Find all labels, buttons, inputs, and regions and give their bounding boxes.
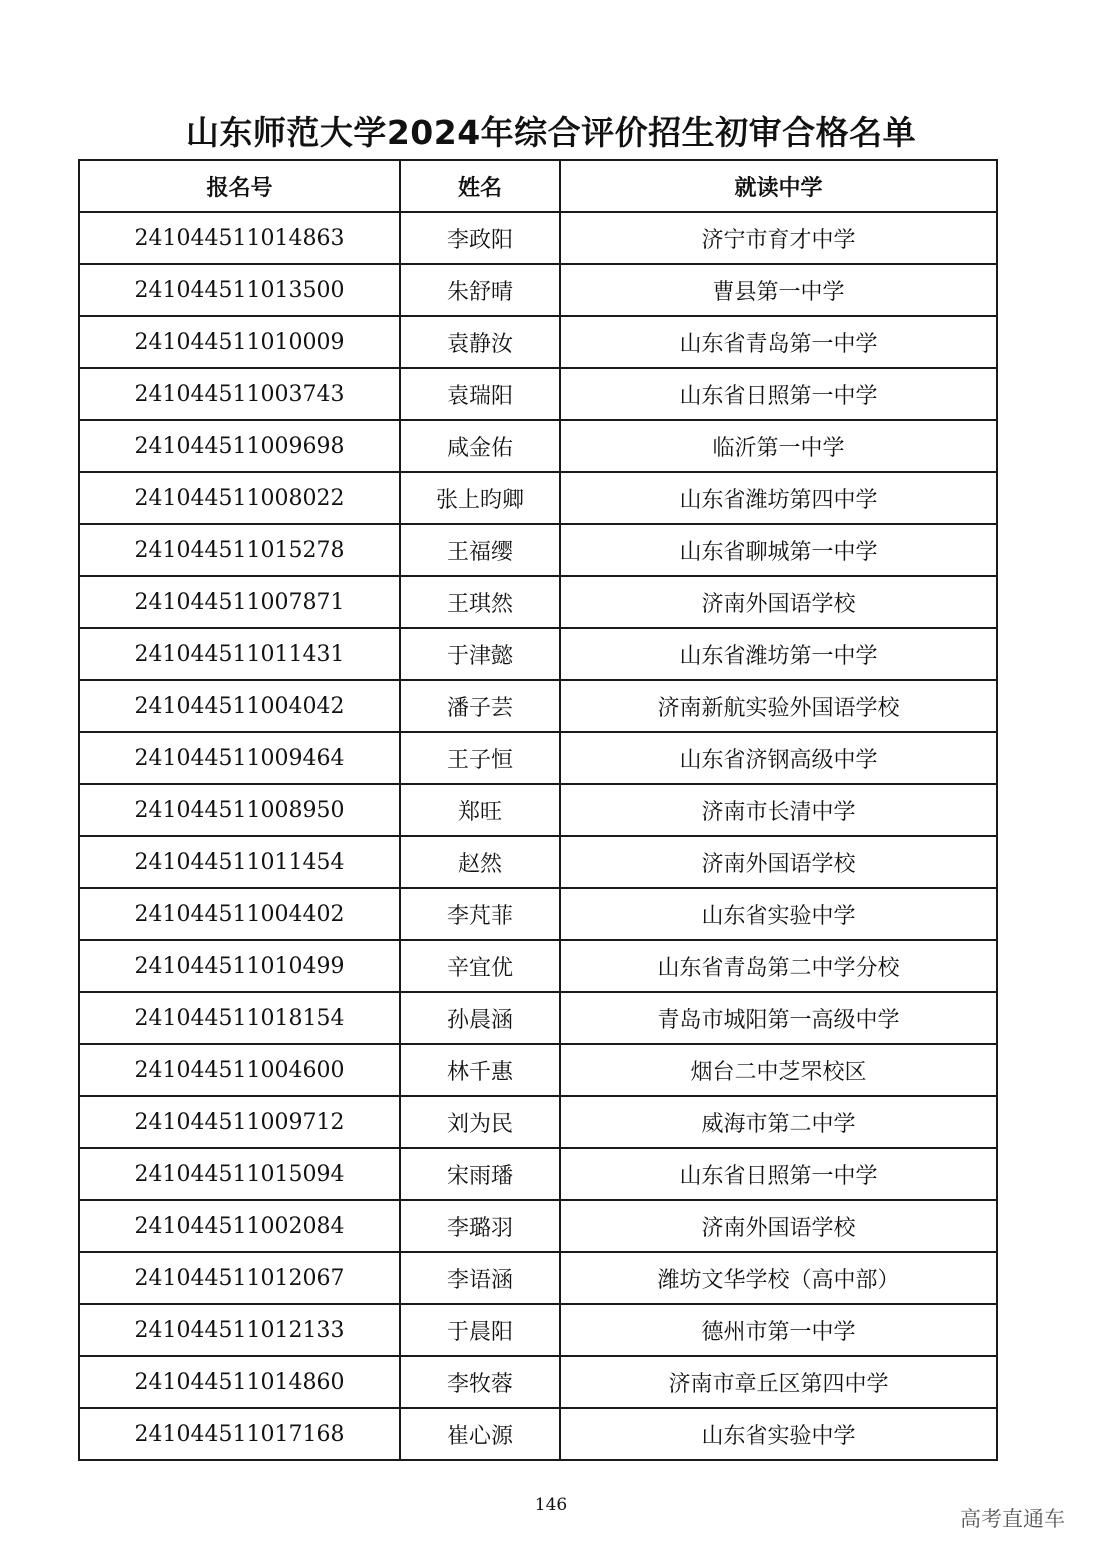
table-row <box>79 1044 997 1096</box>
registration-number-cell: 241044511011431 <box>79 628 400 680</box>
table-row <box>79 1252 997 1304</box>
school-cell: 山东省日照第一中学 <box>560 368 997 420</box>
student-name-cell: 李政阳 <box>400 212 560 264</box>
watermark-text: 高考直通车 <box>960 1507 1065 1531</box>
registration-number-cell: 241044511004042 <box>79 680 400 732</box>
student-name-cell: 王子恒 <box>400 732 560 784</box>
table-body <box>79 212 997 1460</box>
registration-number-cell: 241044511008022 <box>79 472 400 524</box>
student-name-cell: 宋雨璠 <box>400 1148 560 1200</box>
table-row <box>79 992 997 1044</box>
registration-number-cell: 241044511009712 <box>79 1096 400 1148</box>
registration-number-cell: 241044511012067 <box>79 1252 400 1304</box>
student-name-cell: 潘子芸 <box>400 680 560 732</box>
school-cell: 山东省实验中学 <box>560 888 997 940</box>
registration-number-cell: 241044511004402 <box>79 888 400 940</box>
student-name-cell: 王琪然 <box>400 576 560 628</box>
registration-number-cell: 241044511015278 <box>79 524 400 576</box>
registration-number-cell: 241044511009464 <box>79 732 400 784</box>
student-name-cell: 王福缨 <box>400 524 560 576</box>
school-cell: 山东省潍坊第一中学 <box>560 628 997 680</box>
table-row <box>79 212 997 264</box>
registration-number-cell: 241044511014863 <box>79 212 400 264</box>
student-name-cell: 辛宜优 <box>400 940 560 992</box>
registration-number-cell: 241044511009698 <box>79 420 400 472</box>
school-cell: 德州市第一中学 <box>560 1304 997 1356</box>
table-row <box>79 680 997 732</box>
registration-number-cell: 241044511010499 <box>79 940 400 992</box>
student-name-cell: 李牧蓉 <box>400 1356 560 1408</box>
student-name-cell: 刘为民 <box>400 1096 560 1148</box>
registration-number-cell: 241044511017168 <box>79 1408 400 1460</box>
school-cell: 山东省聊城第一中学 <box>560 524 997 576</box>
student-name-cell: 郑旺 <box>400 784 560 836</box>
registration-number-cell: 241044511013500 <box>79 264 400 316</box>
table-row <box>79 264 997 316</box>
registration-number-cell: 241044511014860 <box>79 1356 400 1408</box>
student-name-cell: 赵然 <box>400 836 560 888</box>
student-name-cell: 李芃菲 <box>400 888 560 940</box>
registration-number-cell: 241044511010009 <box>79 316 400 368</box>
registration-number-cell: 241044511003743 <box>79 368 400 420</box>
registration-number-cell: 241044511007871 <box>79 576 400 628</box>
school-cell: 山东省济钢高级中学 <box>560 732 997 784</box>
school-cell: 山东省实验中学 <box>560 1408 997 1460</box>
table-row <box>79 836 997 888</box>
header-registration-number: 报名号 <box>79 160 400 212</box>
school-cell: 曹县第一中学 <box>560 264 997 316</box>
school-cell: 济南新航实验外国语学校 <box>560 680 997 732</box>
admission-list-table <box>78 159 998 1461</box>
registration-number-cell: 241044511012133 <box>79 1304 400 1356</box>
table-row <box>79 1200 997 1252</box>
school-cell: 济南外国语学校 <box>560 836 997 888</box>
registration-number-cell: 241044511002084 <box>79 1200 400 1252</box>
school-cell: 山东省青岛第二中学分校 <box>560 940 997 992</box>
school-cell: 济南市长清中学 <box>560 784 997 836</box>
student-name-cell: 李璐羽 <box>400 1200 560 1252</box>
table-row <box>79 420 997 472</box>
header-name: 姓名 <box>400 160 560 212</box>
table-header-row <box>79 160 997 212</box>
table-row <box>79 1408 997 1460</box>
table-row <box>79 1304 997 1356</box>
table-row <box>79 316 997 368</box>
school-cell: 济宁市育才中学 <box>560 212 997 264</box>
document-title: 山东师范大学2024年综合评价招生初审合格名单 <box>185 113 917 152</box>
table-row <box>79 472 997 524</box>
registration-number-cell: 241044511018154 <box>79 992 400 1044</box>
school-cell: 青岛市城阳第一高级中学 <box>560 992 997 1044</box>
student-name-cell: 咸金佑 <box>400 420 560 472</box>
school-cell: 威海市第二中学 <box>560 1096 997 1148</box>
school-cell: 潍坊文华学校（高中部） <box>560 1252 997 1304</box>
school-cell: 山东省青岛第一中学 <box>560 316 997 368</box>
student-name-cell: 崔心源 <box>400 1408 560 1460</box>
registration-number-cell: 241044511015094 <box>79 1148 400 1200</box>
student-name-cell: 林千惠 <box>400 1044 560 1096</box>
table-row <box>79 524 997 576</box>
table-row <box>79 784 997 836</box>
school-cell: 济南外国语学校 <box>560 576 997 628</box>
student-name-cell: 孙晨涵 <box>400 992 560 1044</box>
table-row <box>79 368 997 420</box>
school-cell: 烟台二中芝罘校区 <box>560 1044 997 1096</box>
table-row <box>79 732 997 784</box>
student-name-cell: 袁静汝 <box>400 316 560 368</box>
table-row <box>79 1148 997 1200</box>
registration-number-cell: 241044511004600 <box>79 1044 400 1096</box>
school-cell: 山东省潍坊第四中学 <box>560 472 997 524</box>
student-name-cell: 于津懿 <box>400 628 560 680</box>
table-row <box>79 888 997 940</box>
table-row <box>79 1096 997 1148</box>
student-name-cell: 张上昀卿 <box>400 472 560 524</box>
student-name-cell: 李语涵 <box>400 1252 560 1304</box>
table-row <box>79 576 997 628</box>
student-name-cell: 朱舒晴 <box>400 264 560 316</box>
school-cell: 山东省日照第一中学 <box>560 1148 997 1200</box>
table-row <box>79 628 997 680</box>
table-row <box>79 1356 997 1408</box>
school-cell: 临沂第一中学 <box>560 420 997 472</box>
student-name-cell: 袁瑞阳 <box>400 368 560 420</box>
header-school: 就读中学 <box>560 160 997 212</box>
table-row <box>79 940 997 992</box>
student-name-cell: 于晨阳 <box>400 1304 560 1356</box>
school-cell: 济南市章丘区第四中学 <box>560 1356 997 1408</box>
registration-number-cell: 241044511011454 <box>79 836 400 888</box>
page-number: 146 <box>534 1495 568 1515</box>
school-cell: 济南外国语学校 <box>560 1200 997 1252</box>
registration-number-cell: 241044511008950 <box>79 784 400 836</box>
